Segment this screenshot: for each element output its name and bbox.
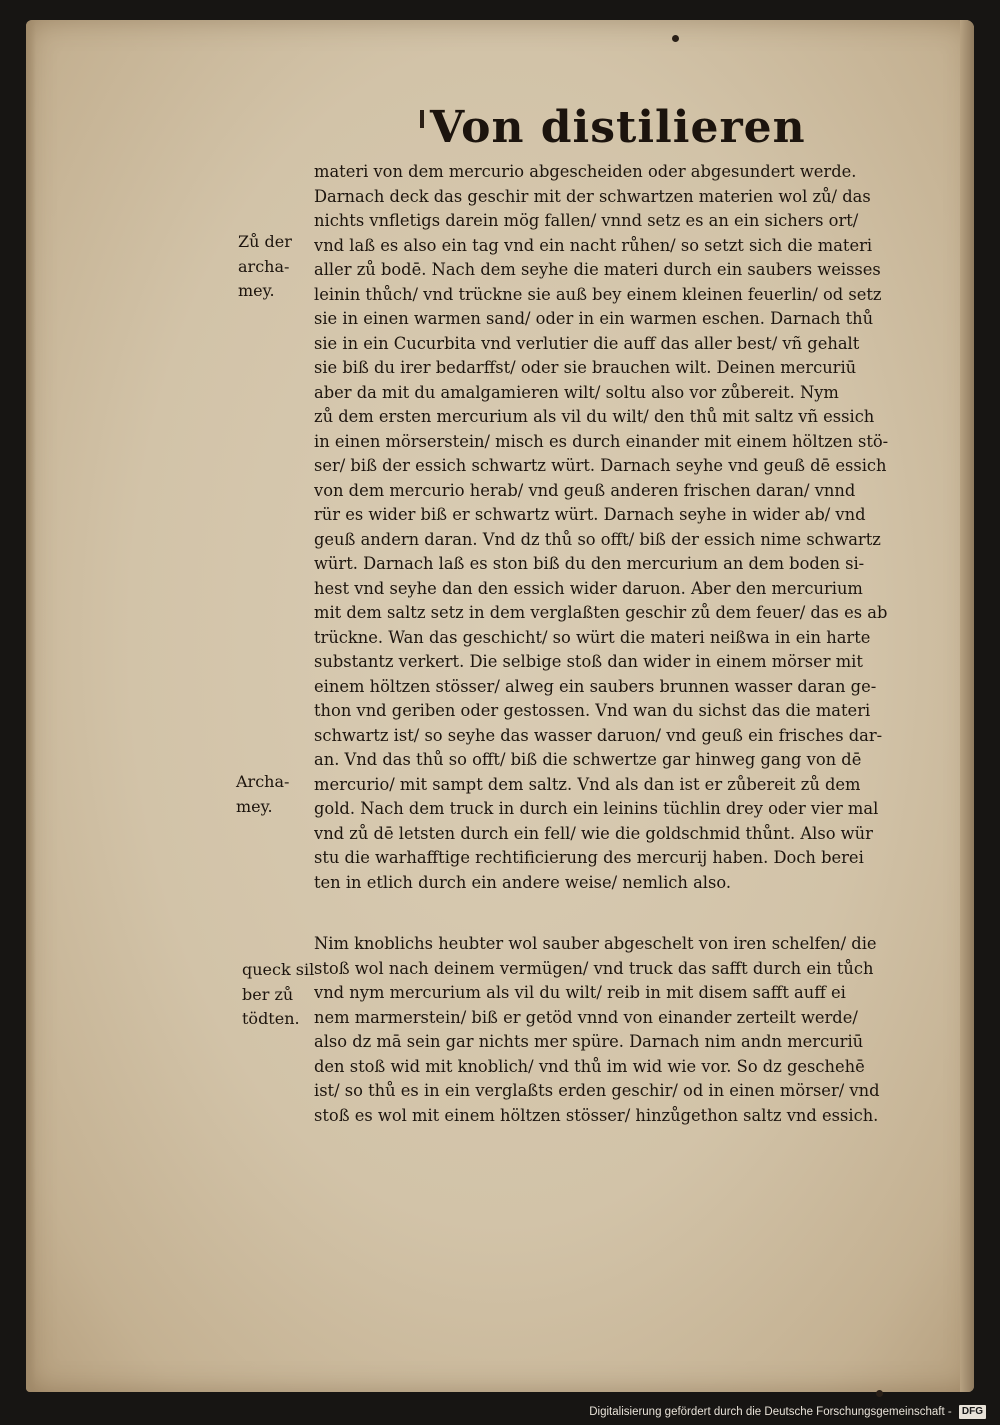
text-line: thon vnd geriben oder gestossen. Vnd wan du sichst das die materi xyxy=(314,701,871,720)
marginal-note-line: tödten. xyxy=(242,1009,300,1028)
credit-text: Digitalisierung gefördert durch die Deutsche Forschungsgemeinschaft - xyxy=(589,1406,952,1418)
text-line: an. Vnd das thů so offt/ biß die schwertze gar hinweg gang von dē xyxy=(314,750,862,769)
text-line: den stoß wid mit knoblich/ vnd thů im wid wie vor. So dz geschehē xyxy=(314,1056,865,1076)
text-line: zů dem ersten mercurium als vil du wilt/ den thů mit saltz vñ essich xyxy=(314,407,875,426)
text-line: nem marmerstein/ biß er getöd vnnd von einander zerteilt werde/ xyxy=(314,1007,858,1027)
text-line: ser/ biß der essich schwartz würt. Darnach seyhe vnd geuß dē essich xyxy=(314,456,887,475)
text-line: trückne. Wan das geschicht/ so würt die materi neißwa in ein harte xyxy=(314,627,871,647)
text-line: vnd nym mercurium als vil du wilt/ reib in mit disem safft auff ei xyxy=(314,983,846,1002)
marginal-note-line: mey. xyxy=(236,796,273,816)
text-line: sie in ein Cucurbita vnd verlutier die auff das aller best/ vñ gehalt xyxy=(314,333,860,353)
text-line: mit dem saltz setz in dem verglaßten geschir zů dem feuer/ das es ab xyxy=(314,603,888,622)
text-line: in einen mörserstein/ misch es durch einander mit einem höltzen stö- xyxy=(314,431,889,451)
marginal-note-quecksilber xyxy=(242,958,314,1032)
text-line: stu die warhafftige rechtificierung des mercurij haben. Doch berei xyxy=(314,848,864,867)
page-edge xyxy=(960,20,974,1392)
ink-spot xyxy=(672,35,679,42)
text-line: hest vnd seyhe dan den essich wider daruon. Aber den mercurium xyxy=(314,578,863,598)
text-line: ten in etlich durch ein andere weise/ nemlich also. xyxy=(314,872,732,892)
text-line: nichts vnfletigs darein mög fallen/ vnnd setz es an ein sichers ort/ xyxy=(314,211,859,230)
ink-spot xyxy=(876,1390,883,1397)
marginal-note-line: queck sil xyxy=(242,960,315,979)
page-gutter-shadow xyxy=(26,20,36,1392)
text-line: würt. Darnach laß es ston biß du den mercurium an dem boden si- xyxy=(314,554,865,573)
text-line: stoß es wol mit einem höltzen stösser/ hinzůgethon saltz vnd essich. xyxy=(314,1105,879,1125)
text-line: ist/ so thů es in ein verglaßts erden geschir/ od in einen mörser/ vnd xyxy=(314,1081,880,1100)
header-mark xyxy=(420,110,424,128)
text-line: geuß andern daran. Vnd dz thů so offt/ biß der essich nime schwartz xyxy=(314,529,881,549)
marginal-note-line: archa- xyxy=(238,256,290,276)
text-line: aller zů bodē. Nach dem seyhe die materi durch ein saubers weisses xyxy=(314,260,881,279)
text-line: leinin thůch/ vnd trückne sie auß bey einem kleinen feuerlin/ od setz xyxy=(314,284,882,304)
dfg-logo: DFG xyxy=(959,1405,986,1419)
marginal-note-line: Zů der xyxy=(238,232,292,251)
text-line: sie biß du irer bedarffst/ oder sie brauchen wilt. Deinen mercuriū xyxy=(314,358,857,377)
text-line: sie in einen warmen sand/ oder in ein warmen eschen. Darnach thů xyxy=(314,309,874,328)
text-line: mercurio/ mit sampt dem saltz. Vnd als dan ist er zůbereit zů dem xyxy=(314,774,861,794)
text-line: vnd laß es also ein tag vnd ein nacht růhen/ so setzt sich die materi xyxy=(314,235,873,255)
text-line: einem höltzen stösser/ alweg ein saubers brunnen wasser daran ge- xyxy=(314,676,877,696)
text-line: vnd zů dē letsten durch ein fell/ wie die goldschmid thůnt. Also wür xyxy=(314,823,873,843)
text-line: rür es wider biß er schwartz würt. Darnach seyhe in wider ab/ vnd xyxy=(314,505,866,524)
text-block-quicksilver xyxy=(314,932,954,1128)
text-line: substantz verkert. Die selbige stoß dan wider in einem mörser mit xyxy=(314,652,863,671)
text-line: gold. Nach dem truck in durch ein leinins tüchlin drey oder vier mal xyxy=(314,799,879,818)
text-line: stoß wol nach deinem vermügen/ vnd truck das safft durch ein tůch xyxy=(314,958,874,978)
text-block-rectification xyxy=(314,160,954,895)
text-line: also dz mā sein gar nichts mer spüre. Darnach nim andn mercuriū xyxy=(314,1032,864,1051)
marginal-note-line: ber zů xyxy=(242,984,294,1004)
text-line: materi von dem mercurio abgescheiden oder abgesundert werde. xyxy=(314,162,857,181)
marginal-note-line: mey. xyxy=(238,281,275,300)
text-line: Darnach deck das geschir mit der schwartzen materien wol zů/ das xyxy=(314,186,871,206)
running-header: Von distilieren xyxy=(430,102,806,153)
marginal-note-line: Archa- xyxy=(236,772,290,791)
text-line: schwartz ist/ so seyhe das wasser daruon/ vnd geuß ein frisches dar- xyxy=(314,725,883,745)
digitization-credit xyxy=(589,1403,986,1421)
marginal-note-archamey xyxy=(238,230,292,304)
text-line: aber da mit du amalgamieren wilt/ soltu also vor zůbereit. Nym xyxy=(314,382,839,402)
text-line: Nim knoblichs heubter wol sauber abgeschelt von iren schelfen/ die xyxy=(314,934,877,953)
text-line: von dem mercurio herab/ vnd geuß anderen frischen daran/ vnnd xyxy=(314,480,856,500)
marginal-note-archamey-2 xyxy=(236,770,289,819)
